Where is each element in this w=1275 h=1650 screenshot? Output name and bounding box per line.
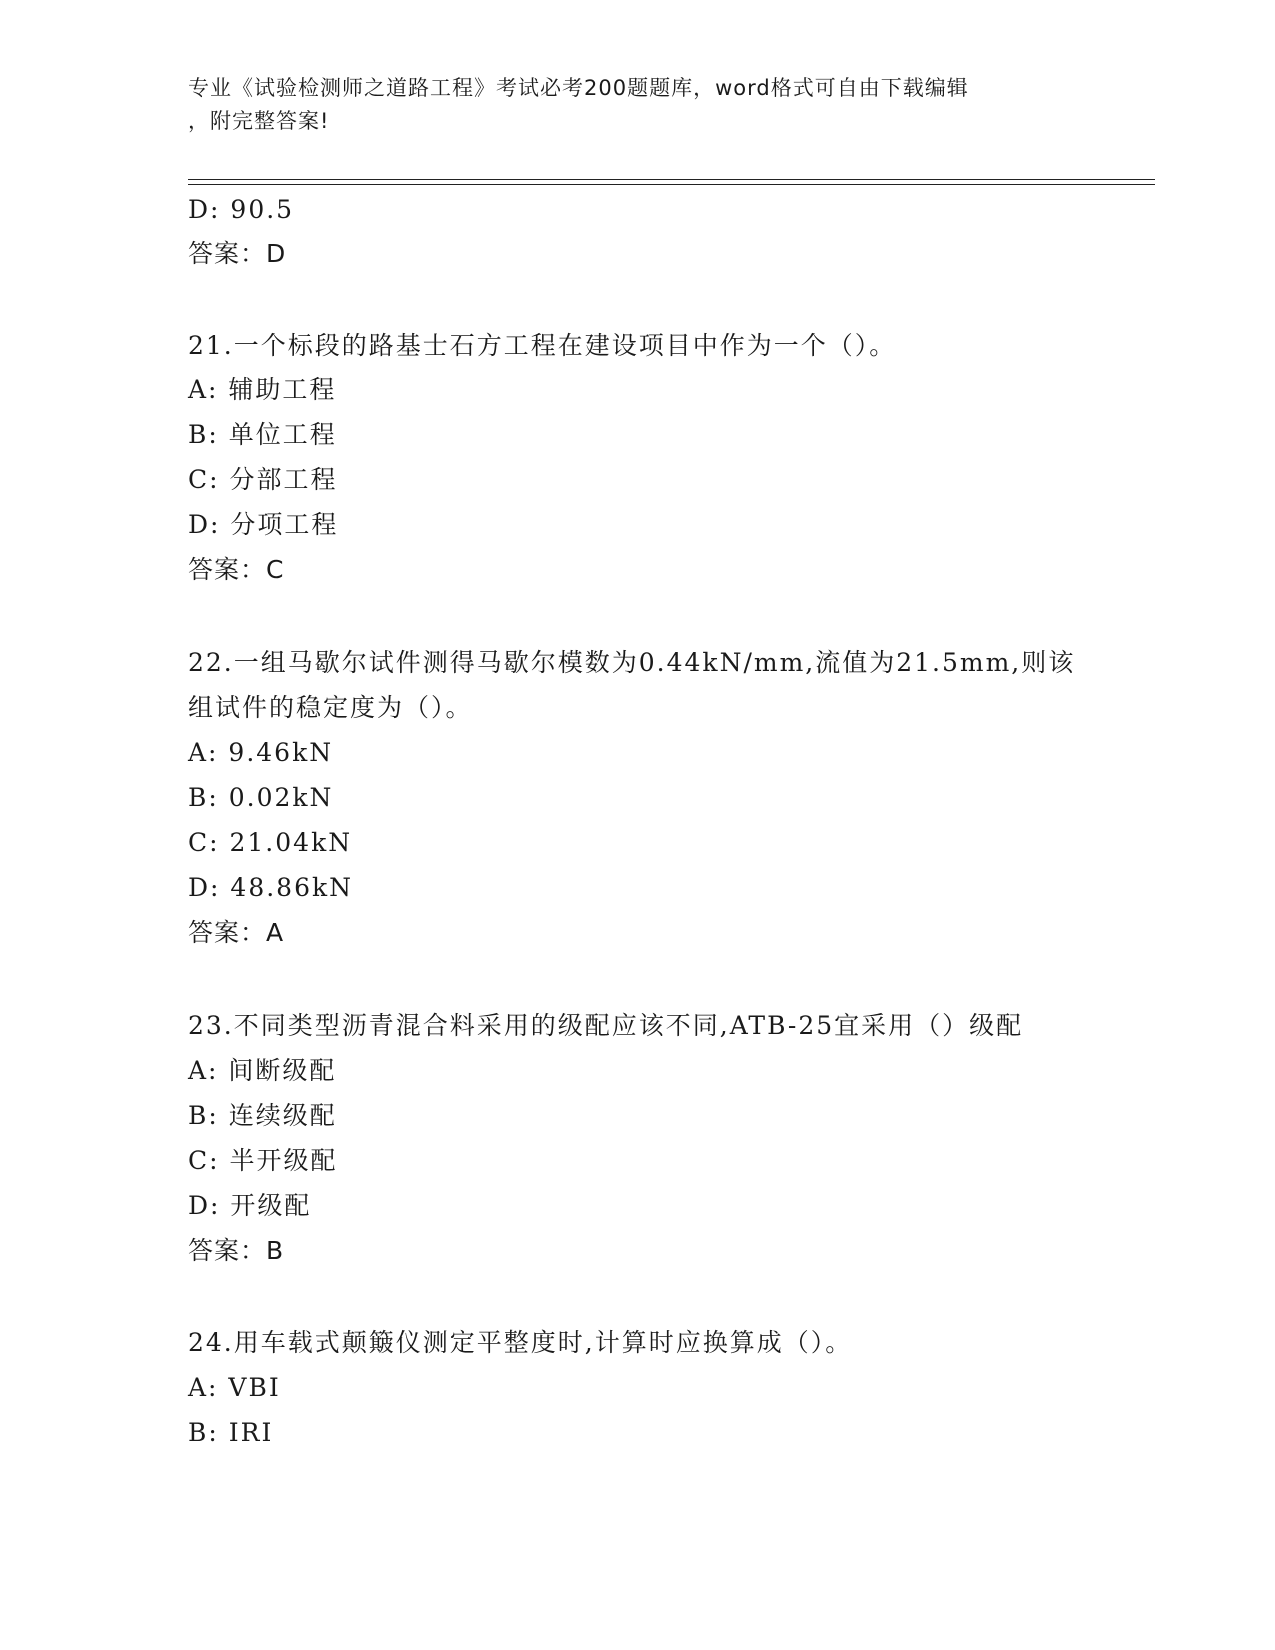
- q21-option-a: A: 辅助工程: [188, 375, 337, 404]
- header-divider-top: [188, 179, 1155, 180]
- q24-stem: 24.用车载式颠簸仪测定平整度时,计算时应换算成（）。: [188, 1328, 853, 1357]
- q23-option-a: A: 间断级配: [188, 1056, 337, 1085]
- q23-answer: 答案：B: [188, 1236, 285, 1265]
- q22-option-a: A: 9.46kN: [188, 738, 334, 767]
- q23-option-b: B: 连续级配: [188, 1101, 337, 1130]
- q21-stem: 21.一个标段的路基士石方工程在建设项目中作为一个（）。: [188, 331, 897, 360]
- q22-option-c: C: 21.04kN: [188, 828, 353, 857]
- header-line-2: ，附完整答案!: [188, 109, 330, 133]
- prev-answer: 答案：D: [188, 239, 287, 268]
- q22-option-d: D: 48.86kN: [188, 873, 354, 902]
- q22-answer: 答案：A: [188, 918, 285, 947]
- q23-option-d: D: 开级配: [188, 1191, 312, 1220]
- q22-stem-line-2: 组试件的稳定度为（）。: [188, 693, 473, 722]
- q24-option-b: B: IRI: [188, 1418, 274, 1447]
- q23-stem: 23.不同类型沥青混合料采用的级配应该不同,ATB-25宜采用（）级配: [188, 1011, 1024, 1040]
- q21-option-b: B: 单位工程: [188, 420, 337, 449]
- q23-option-c: C: 半开级配: [188, 1146, 338, 1175]
- header-line-1: 专业《试验检测师之道路工程》考试必考200题题库，word格式可自由下载编辑: [188, 76, 969, 100]
- q24-option-a: A: VBI: [188, 1373, 281, 1402]
- q21-answer: 答案：C: [188, 555, 285, 584]
- q21-option-d: D: 分项工程: [188, 510, 339, 539]
- prev-option-d: D: 90.5: [188, 195, 295, 224]
- q22-option-b: B: 0.02kN: [188, 783, 334, 812]
- q21-option-c: C: 分部工程: [188, 465, 338, 494]
- q22-stem-line-1: 22.一组马歇尔试件测得马歇尔模数为0.44kN/mm,流值为21.5mm,则该: [188, 648, 1076, 677]
- header-divider-bottom: [188, 184, 1155, 185]
- document-header: [188, 72, 1068, 138]
